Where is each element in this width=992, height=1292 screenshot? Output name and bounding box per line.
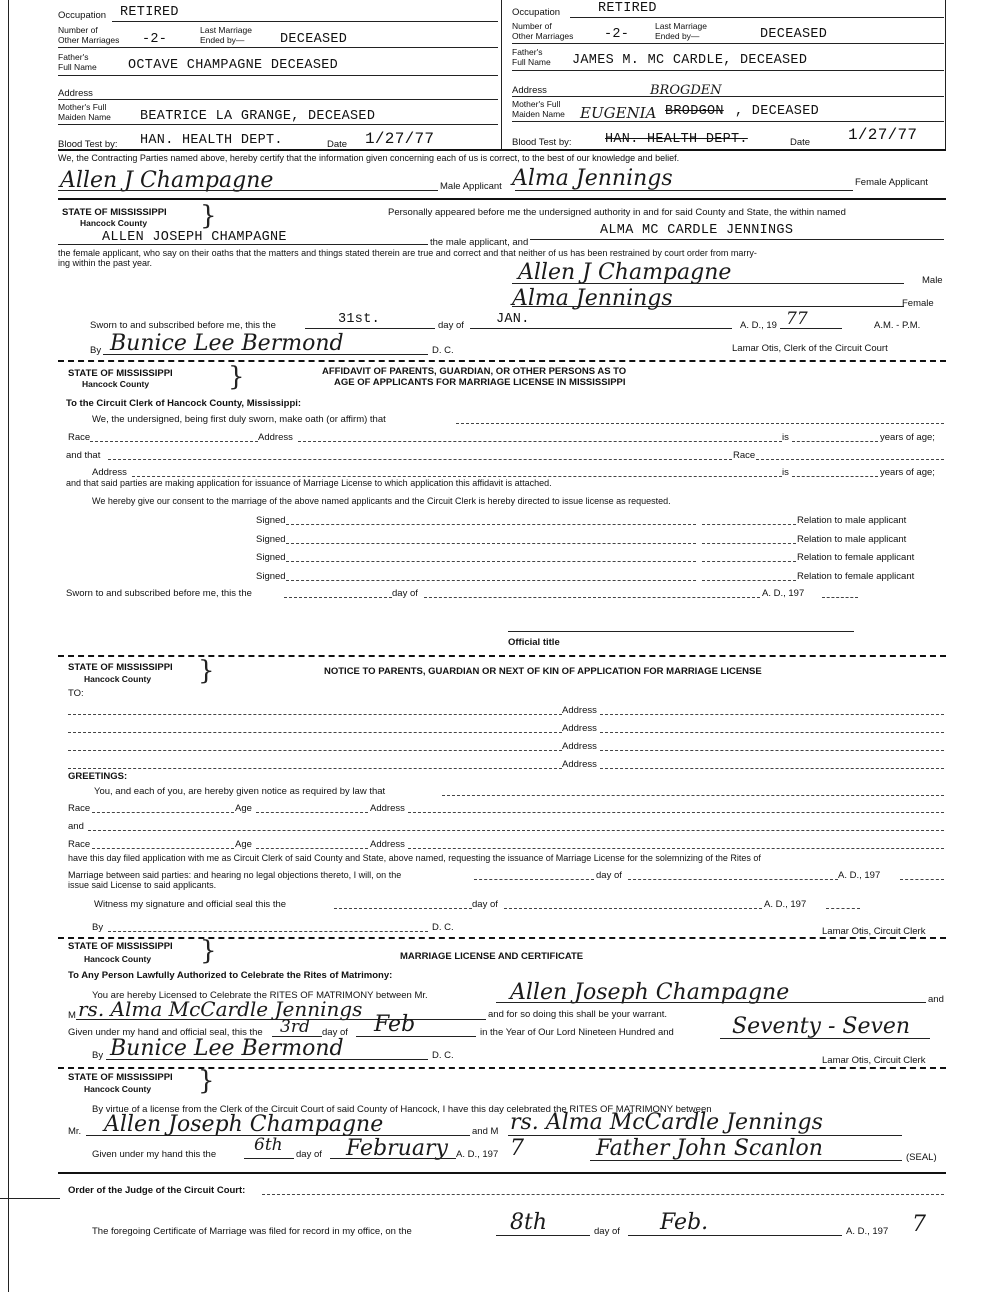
affidavit-years-label-2: years of age; (880, 467, 935, 478)
notice-age-label-2: Age (235, 839, 252, 850)
affidavit-state: STATE OF MISSISSIPPI (68, 368, 173, 379)
notice-address-label: Address (370, 803, 405, 814)
judge-day-of-label: day of (594, 1226, 620, 1237)
oath-dc-label: D. C. (432, 345, 454, 356)
relation-label: Relation to female applicant (797, 571, 915, 582)
bride-mother-first-name: EUGENIA (580, 104, 657, 122)
signed-label: Signed (256, 534, 286, 545)
oath-am-pm: A.M. - P.M. (874, 320, 921, 331)
groom-date-label: Date (327, 139, 348, 150)
license-groom-name: Allen Joseph Champagne (510, 980, 790, 1005)
affidavit-consent-text: We hereby give our consent to the marriage of the above named applicants and the Circuit Clerk is hereby directed to issue license as requested. (92, 496, 671, 506)
bride-date-label: Date (790, 137, 811, 148)
affidavit-race-label-2: Race (733, 450, 756, 461)
bride-mother-name-suffix: , DECEASED (735, 104, 820, 119)
oath-county: Hancock County (80, 218, 148, 228)
bride-maiden-name-label: Maiden Name (512, 109, 565, 119)
license-year: Seventy - Seven (732, 1014, 911, 1039)
certificate-and-m-label: and M (472, 1126, 499, 1137)
groom-blood-test: HAN. HEALTH DEPT. (140, 133, 283, 148)
male-applicant-label: Male Applicant (440, 181, 502, 192)
license-month: Feb (374, 1012, 416, 1037)
license-to-any-person: To Any Person Lawfully Authorized to Celebrate the Rites of Matrimony: (68, 970, 393, 981)
certificate-bride-name: rs. Alma McCardle Jennings (510, 1110, 823, 1135)
bride-mother-name-struck: BRODGON (665, 104, 724, 119)
address-label: Address (562, 759, 597, 770)
groom-occupation: RETIRED (120, 5, 179, 20)
certificate-year: 7 (510, 1136, 524, 1161)
affidavit-to-line: To the Circuit Clerk of Hancock County, Mississippi: (66, 398, 302, 409)
license-day: 3rd (280, 1017, 310, 1037)
notice-ad-label-2: A. D., 197 (764, 899, 807, 910)
groom-number-of-label: Number of (58, 25, 98, 35)
marriage-license-document: Occupation RETIRED Number of Other Marriages -2- Last Marriage Ended by— DECEASED Father's Full Name OCTAVE CHAMPAGNE DECEASED Address Mother's Full Maiden Name BEATRICE LA GRANGE, DECEASED Blood Test by: HAN. HEALTH DEPT. Date 1/27/77 Occupation RETIRED Number of Other Marriages -2- Last Marriage Ended by— DECEASED Father's Full Name JAMES M. MC CARDLE, DECEASED Address Mother's Full Maiden Name BROGDEN EUGENIA BRODGON , DECEASED Blood Test by: HAN. HEALTH DEPT. Date 1/27/77 We, the Contracting Parties named above, hereby certify that the information given concerning each of us is correct, to the best of our knowledge and belief. Allen J Champagne Male Applicant Alma Jennings Female Applicant STATE OF MISSISSIPPI Hancock County } Personally appeared before me the undersigned authority in and for said County and State, the within named ALLEN JOSEPH CHAMPAGNE the male applicant, and ALMA MC CARDLE JENNINGS the female applicant, who say on their oaths that the matters and things stated therein are true and correct and that neither of us has been restrained by court order from marry- ing within the past year. Allen J Champagne Male Alma Jennings Female Sworn to and subscribed before me, this the 31st. day of JAN. A. D., 19 77 A.M. - P.M. By Bunice Lee Bermond D. C. Lamar Otis, Clerk of the Circuit Court STATE OF MISSISSIPPI Hancock County } AFFIDAVIT OF PARENTS, GUARDIAN, OR OTHER PERSONS AS TO AGE OF APPLICANTS FOR MARRIAGE LICENSE IN MISSISSIPPI To the Circuit Clerk of Hancock County, Mississippi: We, the undersigned, being first duly sworn, make oath (or affirm) that Race Address is years of age; and that Race Address is years of age; and that said parties are making application for issuance of Marriage License to which application this affidavit is attached. We hereby give our consent to the marriage of the above named applicants and the Circuit Clerk is hereby directed to issue license as requested. Signed Relation to male applicant Signed Relation to male applicant Signed Relation to female applicant Signed Relation to female applicant Sworn to and subscribed before me, this the day of A. D., 197 Official title STATE OF MISSISSIPPI Hancock County } NOTICE TO PARENTS, GUARDIAN OR NEXT OF KIN OF APPLICATION FOR MARRIAGE LICENSE TO: Address Address Address Address GREETINGS: You, and each of you, are hereby given notice as required by law that Race Age Address and Race Age Address have this day filed application with me as Circuit Clerk of said County and State, above named, requesting the issuance of Marriage License for the solemnizing of the Rites of Marriage between said parties: and hearing no legal objections thereto, I will, on the day of A. D., 197 issue said License to said applicants. Witness my signature and official seal this the day of A. D., 197 By D. C. Lamar Otis, Circuit Clerk STATE OF MISSISSIPPI Hancock County } MARRIAGE LICENSE AND CERTIFICATE To Any Person Lawfully Authorized to Celebrate the Rites of Matrimony: You are hereby Licensed to Celebrate the RITES OF MATRIMONY between Mr. Allen Joseph Champagne and M rs. Alma McCardle Jennings and for so doing this shall be your warrant. Given under my hand and official seal, this the 3rd day of Feb in the Year of Our Lord Nineteen Hundred and Seventy - Seven By Bunice Lee Bermond D. C. Lamar Otis, Circuit Clerk STATE OF MISSISSIPPI Hancock County } By virtue of a license from the Clerk of the Circuit Court of said County of Hancock, I have this day celebrated the RITES OF MATRIMONY between Mr. Allen Joseph Champagne and M rs. Alma McCardle Jennings Given under my hand this the 6th day of February A. D., 197 7 Father John Scanlon (SEAL) Order of the Judge of the Circuit Court: The foregoing Certificate of Marriage was filed for record in my office, on the 8th day of Feb. A. D., 197 7 (0, 0, 992, 1292)
oath-male-signature: Allen J Champagne (518, 260, 732, 285)
bride-occupation-label: Occupation (512, 7, 561, 18)
groom-mothers-full-label: Mother's Full (58, 102, 107, 112)
oath-state: STATE OF MISSISSIPPI (62, 207, 167, 218)
female-applicant-signature: Alma Jennings (512, 166, 673, 191)
groom-mother-name: BEATRICE LA GRANGE, DECEASED (140, 109, 376, 124)
judge-ad-label: A. D., 197 (846, 1226, 889, 1237)
affidavit-ad-label: A. D., 197 (762, 588, 805, 599)
oath-appeared-text: Personally appeared before me the undersigned authority in and for said County and State, the within named (388, 207, 846, 218)
groom-date: 1/27/77 (365, 130, 435, 148)
oath-year-value: 77 (786, 309, 808, 329)
certificate-mr-label: Mr. (68, 1126, 82, 1137)
notice-text: You, and each of you, are hereby given notice as required by law that (94, 786, 386, 797)
relation-label: Relation to male applicant (797, 515, 907, 526)
affidavit-county: Hancock County (82, 379, 150, 389)
affidavit-race-label: Race (68, 432, 91, 443)
notice-marriage-between-text: Marriage between said parties: and hearing no legal objections thereto, I will, on the (68, 870, 402, 880)
judge-order-label: Order of the Judge of the Circuit Court: (68, 1185, 246, 1196)
notice-county: Hancock County (84, 674, 152, 684)
bride-fathers-label: Father's (512, 47, 543, 57)
certificate-groom-name: Allen Joseph Champagne (104, 1112, 384, 1137)
groom-father-name: OCTAVE CHAMPAGNE DECEASED (128, 58, 339, 73)
relation-label: Relation to male applicant (797, 534, 907, 545)
affidavit-title-2: AGE OF APPLICANTS FOR MARRIAGE LICENSE IN MISSISSIPPI (334, 377, 626, 388)
notice-title: NOTICE TO PARENTS, GUARDIAN OR NEXT OF KIN OF APPLICATION FOR MARRIAGE LICENSE (324, 666, 762, 677)
affidavit-we-text: We, the undersigned, being first duly sworn, make oath (or affirm) that (92, 414, 386, 425)
bride-mothers-full-label: Mother's Full (512, 99, 561, 109)
oath-ad-label: A. D., 19 (740, 320, 777, 331)
certificate-state: STATE OF MISSISSIPPI (68, 1072, 173, 1083)
bride-last-marriage-label: Last Marriage (655, 21, 707, 31)
oath-female-name: ALMA MC CARDLE JENNINGS (600, 223, 794, 238)
signed-label: Signed (256, 552, 286, 563)
notice-witness-text: Witness my signature and official seal this the (94, 899, 287, 910)
license-by-label: By (92, 1050, 104, 1061)
bride-date: 1/27/77 (848, 126, 918, 144)
groom-ended-by-label: Ended by— (200, 35, 245, 45)
license-dc-label: D. C. (432, 1050, 454, 1061)
certificate-day-of-label: day of (296, 1149, 322, 1160)
bride-ended-by: DECEASED (760, 27, 828, 42)
license-m-label: M (68, 1010, 76, 1021)
notice-dc-label: D. C. (432, 922, 454, 933)
groom-address-label: Address (58, 88, 93, 99)
notice-day-of-label: day of (596, 870, 622, 881)
judge-day: 8th (510, 1210, 548, 1235)
right-border (945, 0, 946, 150)
affidavit-title-1: AFFIDAVIT OF PARENTS, GUARDIAN, OR OTHER PERSONS AS TO (322, 366, 627, 377)
bride-occupation: RETIRED (598, 1, 657, 16)
oath-text-1: the female applicant, who say on their oaths that the matters and things stated therein are true and correct and that neither of us has been restrained by court order from marry- (58, 248, 757, 258)
affidavit-years-label: years of age; (880, 432, 935, 443)
bride-ended-by-label: Ended by— (655, 31, 700, 41)
license-bride-name: rs. Alma McCardle Jennings (78, 997, 363, 1021)
license-clerk-title: Lamar Otis, Circuit Clerk (822, 1055, 926, 1066)
oath-male-applicant-text: the male applicant, and (430, 237, 529, 248)
notice-ad-label: A. D., 197 (838, 870, 881, 881)
affidavit-official-title: Official title (508, 637, 560, 648)
groom-fathers-label: Father's (58, 52, 89, 62)
license-day-of-label: day of (322, 1027, 348, 1038)
relation-label: Relation to female applicant (797, 552, 915, 563)
judge-month: Feb. (660, 1210, 709, 1235)
male-applicant-signature: Allen J Champagne (60, 168, 274, 193)
certificate-virtue-text: By virtue of a license from the Clerk of the Circuit Court of said County of Hancock, I have this day celebrated the RITES OF MATRIMONY between (92, 1104, 712, 1115)
oath-day-value: 31st. (338, 312, 381, 327)
notice-address-label-2: Address (370, 839, 405, 850)
affidavit-address-label-2: Address (92, 467, 127, 478)
affidavit-address-label: Address (258, 432, 293, 443)
oath-text-2: ing within the past year. (58, 258, 153, 268)
bride-blood-test-label: Blood Test by: (512, 137, 572, 148)
oath-female-signature: Alma Jennings (512, 286, 673, 311)
license-given-text: Given under my hand and official seal, this the (68, 1027, 263, 1038)
bride-address-label: Address (512, 85, 547, 96)
notice-day-of-label-2: day of (472, 899, 498, 910)
groom-other-marriages-label: Other Marriages (58, 35, 120, 45)
notice-by-label: By (92, 922, 104, 933)
groom-full-name-label: Full Name (58, 62, 97, 72)
oath-month-value: JAN. (496, 312, 530, 327)
column-divider (501, 0, 502, 150)
oath-male-label: Male (922, 275, 943, 286)
groom-blood-test-label: Blood Test by: (58, 139, 118, 150)
bride-father-name: JAMES M. MC CARDLE, DECEASED (572, 53, 808, 68)
affidavit-day-of-label: day of (392, 588, 418, 599)
groom-ended-by: DECEASED (280, 32, 348, 47)
certificate-day: 6th (254, 1135, 283, 1155)
affidavit-and-that-label: and that (66, 450, 101, 461)
notice-race-label: Race (68, 803, 91, 814)
certificate-given-text: Given under my hand this the (92, 1149, 217, 1160)
notice-to-label: TO: (68, 688, 84, 699)
certificate-seal-label: (SEAL) (906, 1152, 937, 1163)
affidavit-and-that-text: and that said parties are making application for issuance of Marriage License to which application this affidavit is attached. (66, 478, 552, 488)
oath-clerk-signature: Bunice Lee Bermond (110, 331, 344, 356)
notice-filed-text: have this day filed application with me as Circuit Clerk of said County and State, above named, requesting the issuance of Marriage License for the solemnizing of the Rites of (68, 853, 761, 863)
notice-age-label: Age (235, 803, 252, 814)
notice-greetings: GREETINGS: (68, 771, 128, 782)
judge-filed-text: The foregoing Certificate of Marriage was filed for record in my office, on the (92, 1226, 412, 1237)
license-title: MARRIAGE LICENSE AND CERTIFICATE (400, 951, 584, 962)
affidavit-sworn-text: Sworn to and subscribed before me, this the (66, 588, 252, 599)
oath-day-of-label: day of (438, 320, 464, 331)
oath-male-name: ALLEN JOSEPH CHAMPAGNE (102, 230, 287, 245)
oath-by-label: By (90, 345, 102, 356)
judge-year: 7 (912, 1212, 926, 1237)
notice-and-label: and (68, 821, 84, 832)
bride-mother-name-insert: BROGDEN (650, 83, 722, 98)
officiant-signature: Father John Scanlon (596, 1136, 823, 1161)
certificate-ad-label: A. D., 197 (456, 1149, 499, 1160)
license-licensed-text: You are hereby Licensed to Celebrate the RITES OF MATRIMONY between Mr. (92, 990, 428, 1001)
oath-female-label: Female (902, 298, 934, 309)
affidavit-is-label: is (782, 432, 789, 443)
signed-label: Signed (256, 515, 286, 526)
bride-number-of-label: Number of (512, 21, 552, 31)
license-warrant-text: and for so doing this shall be your warrant. (488, 1009, 668, 1020)
license-clerk-signature: Bunice Lee Bermond (110, 1036, 344, 1061)
bride-blood-test: HAN. HEALTH DEPT. (605, 132, 748, 147)
notice-issue-text: issue said License to said applicants. (68, 880, 217, 890)
address-label: Address (562, 741, 597, 752)
certify-text: We, the Contracting Parties named above, hereby certify that the information given concerning each of us is correct, to the best of our knowledge and belief. (58, 153, 680, 163)
left-margin-line (8, 0, 9, 1292)
affidavit-is-label-2: is (782, 467, 789, 478)
bride-other-marriages-label: Other Marriages (512, 31, 574, 41)
groom-other-marriages: -2- (142, 32, 168, 47)
notice-clerk-title: Lamar Otis, Circuit Clerk (822, 926, 926, 937)
address-label: Address (562, 705, 597, 716)
certificate-month: February (346, 1136, 448, 1161)
oath-sworn-text: Sworn to and subscribed before me, this the (90, 320, 276, 331)
certificate-county: Hancock County (84, 1084, 152, 1094)
bride-full-name-label: Full Name (512, 57, 551, 67)
signed-label: Signed (256, 571, 286, 582)
bride-other-marriages: -2- (604, 27, 630, 42)
license-county: Hancock County (84, 954, 152, 964)
female-applicant-label: Female Applicant (855, 177, 928, 188)
groom-last-marriage-label: Last Marriage (200, 25, 252, 35)
license-and-label: and (928, 994, 944, 1005)
license-state: STATE OF MISSISSIPPI (68, 941, 173, 952)
license-year-text: in the Year of Our Lord Nineteen Hundred and (480, 1027, 674, 1038)
address-label: Address (562, 723, 597, 734)
groom-occupation-label: Occupation (58, 10, 107, 21)
notice-state: STATE OF MISSISSIPPI (68, 662, 173, 673)
groom-maiden-name-label: Maiden Name (58, 112, 111, 122)
oath-clerk-title: Lamar Otis, Clerk of the Circuit Court (732, 343, 888, 354)
notice-race-label-2: Race (68, 839, 91, 850)
